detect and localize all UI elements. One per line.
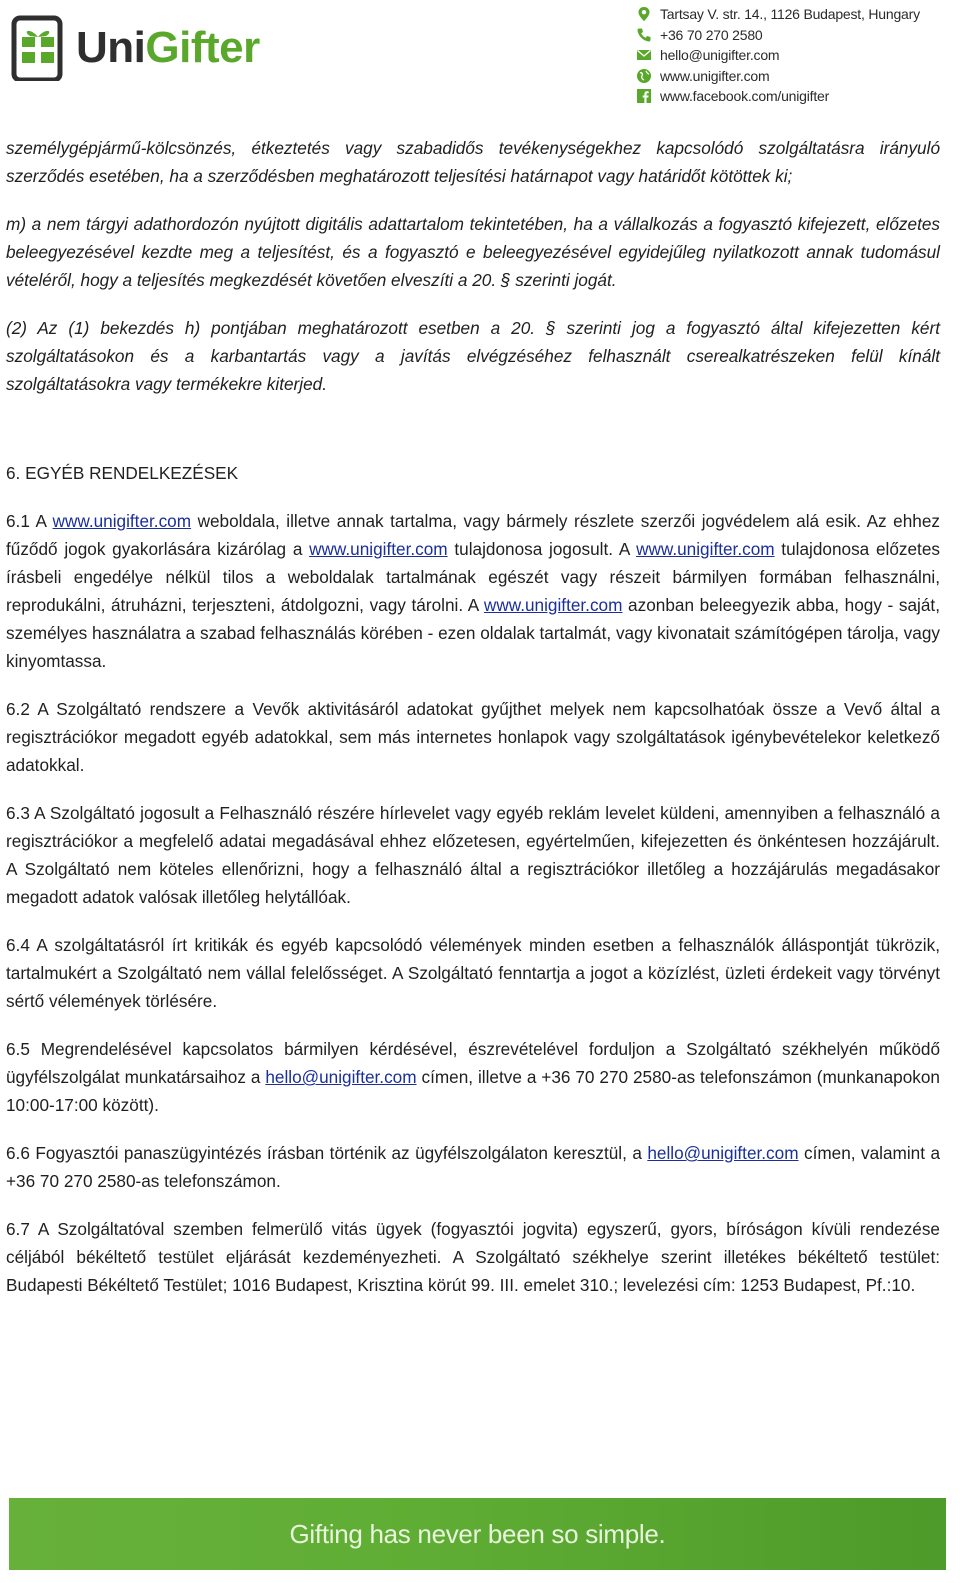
paragraph-6-6: 6.6 Fogyasztói panaszügyintézés írásban történik az ügyfélszolgálaton keresztül, a hello@unigifter.com címen, valamint a +36 70 270 2580-as telefonszámon. [6,1143,941,1191]
globe-icon [636,68,652,84]
gift-phone-logo-icon [8,15,72,81]
website-link[interactable]: www.unigifter.com [52,511,192,531]
website-link[interactable]: www.unigifter.com [309,539,448,559]
section-title: 6. EGYÉB RENDELKEZÉSEK [6,463,239,483]
contact-email-text: hello@unigifter.com [660,47,780,64]
contact-email[interactable] [636,45,920,66]
logo-text-gifter: Gifter [145,23,260,72]
paragraph-6-4: 6.4 A szolgáltatásról írt kritikák és egyéb kapcsolódó vélemények minden esetben a felhasználók álláspontját tükrözik, tartalmukért a Szolgáltató nem vállal felelősséget. A Szolgáltató fenntartja a jogot a közízlést, üzleti érdekeit vagy törvényt sértő vélemények törlésére. [6,935,940,1011]
contact-website-text: www.unigifter.com [660,67,770,84]
contact-website[interactable] [636,66,920,87]
paragraph-2-exception: (2) Az (1) bekezdés h) pontjában meghatározott esetben a 20. § szerinti jog a fogyasztó által kifejezetten kért szolgáltatásokon és a karbantartás vagy a javítás elvégzéséhez felhasznált cserealkatrészeken felül kínált szolgáltatásokra vagy termékekre kiterjed. [6,318,940,394]
paragraph-6-5: 6.5 Megrendelésével kapcsolatos bármilyen kérdésével, észrevételével forduljon a Szolgáltató székhelyén működő ügyfélszolgálat munkatársaihoz a hello@unigifter.com címen, illetve a +36 70 270 2580-as telefonszámon (munkanapokon 10:00-17:00 között). [6,1039,940,1115]
envelope-icon [636,47,652,63]
contact-phone[interactable] [636,25,920,46]
footer-slogan: Gifting has never been so simple. [289,1518,666,1549]
email-link[interactable]: hello@unigifter.com [265,1067,417,1087]
website-link[interactable]: www.unigifter.com [636,539,775,559]
contact-list [636,4,920,107]
email-link[interactable]: hello@unigifter.com [647,1143,799,1163]
contact-facebook-text: www.facebook.com/unigifter [660,88,830,105]
paragraph-6-1: 6.1 A www.unigifter.com weboldala, illetve annak tartalma, vagy bármely részlete szerzői jogvédelem alá esik. Az ehhez fűződő jogok gyakorlására kizárólag a www.unigifter.com tulajdonosa jogosult. A www.unigifter.com tulajdonosa előzetes írásbeli engedélye nélkül tilos a weboldalak tartalmának egészét vagy részeit bármilyen formában felhasználni, reprodukálni, átruházni, terjeszteni, átdolgozni, vagy tárolni. A www.unigifter.com azonban beleegyezik abba, hogy - saját, személyes használatra a szabad felhasználás körében - ezen oldalak tartalmát, vagy kivonatait számítógépen tárolja, vagy kinyomtassa. [6,511,940,671]
location-pin-icon [636,6,652,22]
contact-address-text: Tartsay V. str. 14., 1126 Budapest, Hungary [660,6,920,23]
document-body [6,134,940,1319]
logo-text-uni: Uni [76,23,146,72]
footer-banner [9,1498,946,1570]
facebook-icon [636,88,652,104]
unigifter-logo[interactable] [8,14,260,82]
paragraph-6-3: 6.3 A Szolgáltató jogosult a Felhasználó részére hírlevelet vagy egyéb reklám levelet küldeni, amennyiben a felhasználó a regisztrációkor a megfelelő adatai megadásával ehhez előzetesen, egyértelműen, kifejezetten és önkéntesen hozzájárult. A Szolgáltató nem köteles ellenőrizni, hogy a felhasználó által a regisztrációkor illetőleg a hozzájárulás megadásakor megadott adatok valósak illetőleg helytállóak. [6,803,940,907]
paragraph-rental-clause: személygépjármű-kölcsönzés, étkeztetés vagy szabadidős tevékenységekhez kapcsolódó szolgáltatásra irányuló szerződés esetében, ha a szerződésben meghatározott teljesítési határnapot vagy határidőt kötöttek ki; [6,138,940,186]
contact-address [636,4,920,25]
paragraph-m-digital-content: m) a nem tárgyi adathordozón nyújtott digitális adattartalom tekintetében, ha a vállalkozás a fogyasztó kifejezett, előzetes beleegyezésével kezdte meg a teljesítést, és a fogyasztó e beleegyezésével egyidejűleg nyilatkozott annak tudomásul vételéről, hogy a teljesítés megkezdését követően elveszíti a 20. § szerinti jogát. [6,214,940,290]
contact-phone-text: +36 70 270 2580 [660,26,763,43]
page-header [0,0,960,115]
contact-facebook[interactable] [636,86,920,107]
paragraph-6-7: 6.7 A Szolgáltatóval szemben felmerülő vitás ügyek (fogyasztói jogvita) egyszerű, gyors, bíróságon kívüli rendezése céljából békéltető testület eljárását kezdeményezheti. A Szolgáltató székhelye szerint illetékes békéltető testület: Budapesti Békéltető Testület; 1016 Budapest, Krisztina körút 99. III. emelet 310.; levelezési cím: 1253 Budapest, Pf.:10. [6,1219,940,1295]
paragraph-6-2: 6.2 A Szolgáltató rendszere a Vevők aktivitásáról adatokat gyűjthet melyek nem kapcsolhatóak össze a Vevő által a regisztrációkor megadott egyéb adatokkal, sem más internetes honlapok vagy szolgáltatások igénybevételekor keletkező adatokkal. [6,699,940,775]
website-link[interactable]: www.unigifter.com [483,595,623,615]
phone-icon [636,27,652,43]
